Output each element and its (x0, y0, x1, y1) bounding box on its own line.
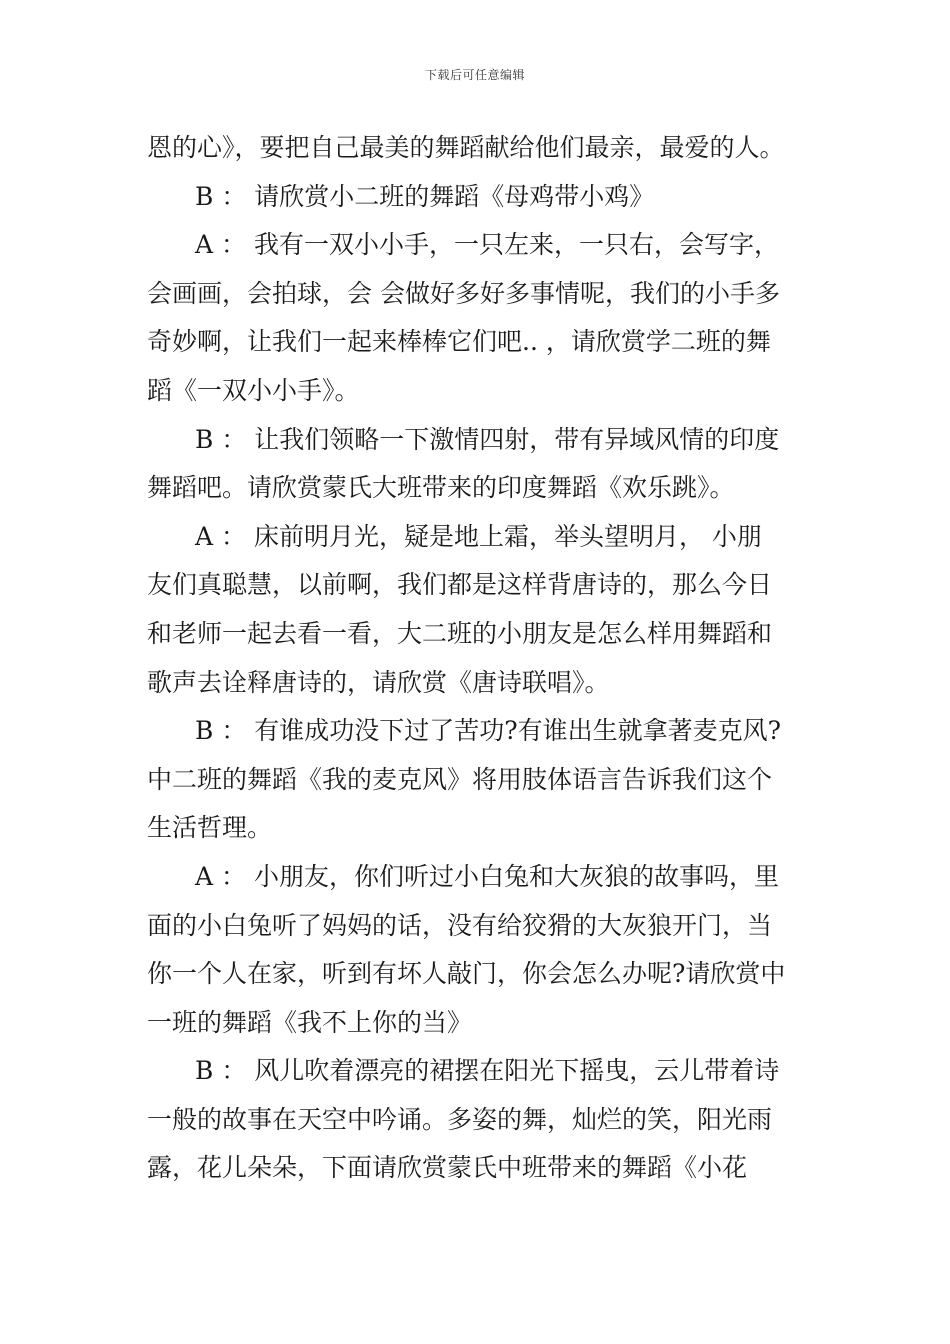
text-line: 蹈《一双小小手》。 (147, 375, 360, 405)
text-line: B ： 请欣赏小二班的舞蹈《母鸡带小鸡》 (195, 181, 655, 211)
text-line: A ： 床前明月光，疑是地上霜，举头望明月， 小朋 (195, 521, 762, 551)
text-line: 友们真聪慧，以前啊，我们都是这样背唐诗的，那么今日 (147, 570, 773, 600)
text-line: 歌声去诠释唐诗的，请欣赏《唐诗联唱》。 (147, 667, 610, 697)
text-line: A ： 我有一双小小手，一只左来，一只右，会写字， (195, 230, 779, 260)
text-line: 中二班的舞蹈《我的麦克风》将用肢体语言告诉我们这个 (147, 764, 773, 794)
text-line: 露，花儿朵朵，下面请欣赏蒙氏中班带来的舞蹈《小花 (147, 1153, 748, 1183)
text-line: 一般的故事在天空中吟诵。多姿的舞，灿烂的笑，阳光雨 (147, 1104, 773, 1134)
body-text (147, 124, 807, 1193)
text-line: B ： 风儿吹着漂亮的裙摆在阳光下摇曳，云儿带着诗 (195, 1056, 780, 1086)
text-line: 生活哲理。 (147, 813, 273, 843)
text-line: 和老师一起去看一看，大二班的小朋友是怎么样用舞蹈和 (147, 618, 773, 648)
text-line: B ： 有谁成功没下过了苦功?有谁出生就拿著麦克风? (195, 716, 782, 746)
text-line: A ： 小朋友，你们听过小白兔和大灰狼的故事吗，里 (195, 861, 779, 891)
text-line: 你一个人在家，听到有坏人敲门，你会怎么办呢?请欣赏中 (147, 959, 786, 989)
text-line: B ： 让我们领略一下激情四射，带有异域风情的印度 (195, 424, 780, 454)
page-header: 下载后可任意编辑 (424, 68, 525, 82)
text-line: 奇妙啊，让我们一起来棒棒它们吧.. ，请欣赏学二班的舞 (147, 327, 771, 357)
text-line: 舞蹈吧。请欣赏蒙氏大班带来的印度舞蹈《欢乐跳》。 (147, 473, 735, 503)
text-line: 恩的心》，要把自己最美的舞蹈献给他们最亲，最爱的人。 (147, 133, 785, 162)
text-line: 一班的舞蹈《我不上你的当》 (147, 1007, 473, 1037)
text-line: 会画画，会拍球，会 会做好多好多事情呢，我们的小手多 (147, 278, 780, 308)
text-line: 面的小白兔听了妈妈的话，没有给狡猾的大灰狼开门，当 (147, 910, 773, 940)
